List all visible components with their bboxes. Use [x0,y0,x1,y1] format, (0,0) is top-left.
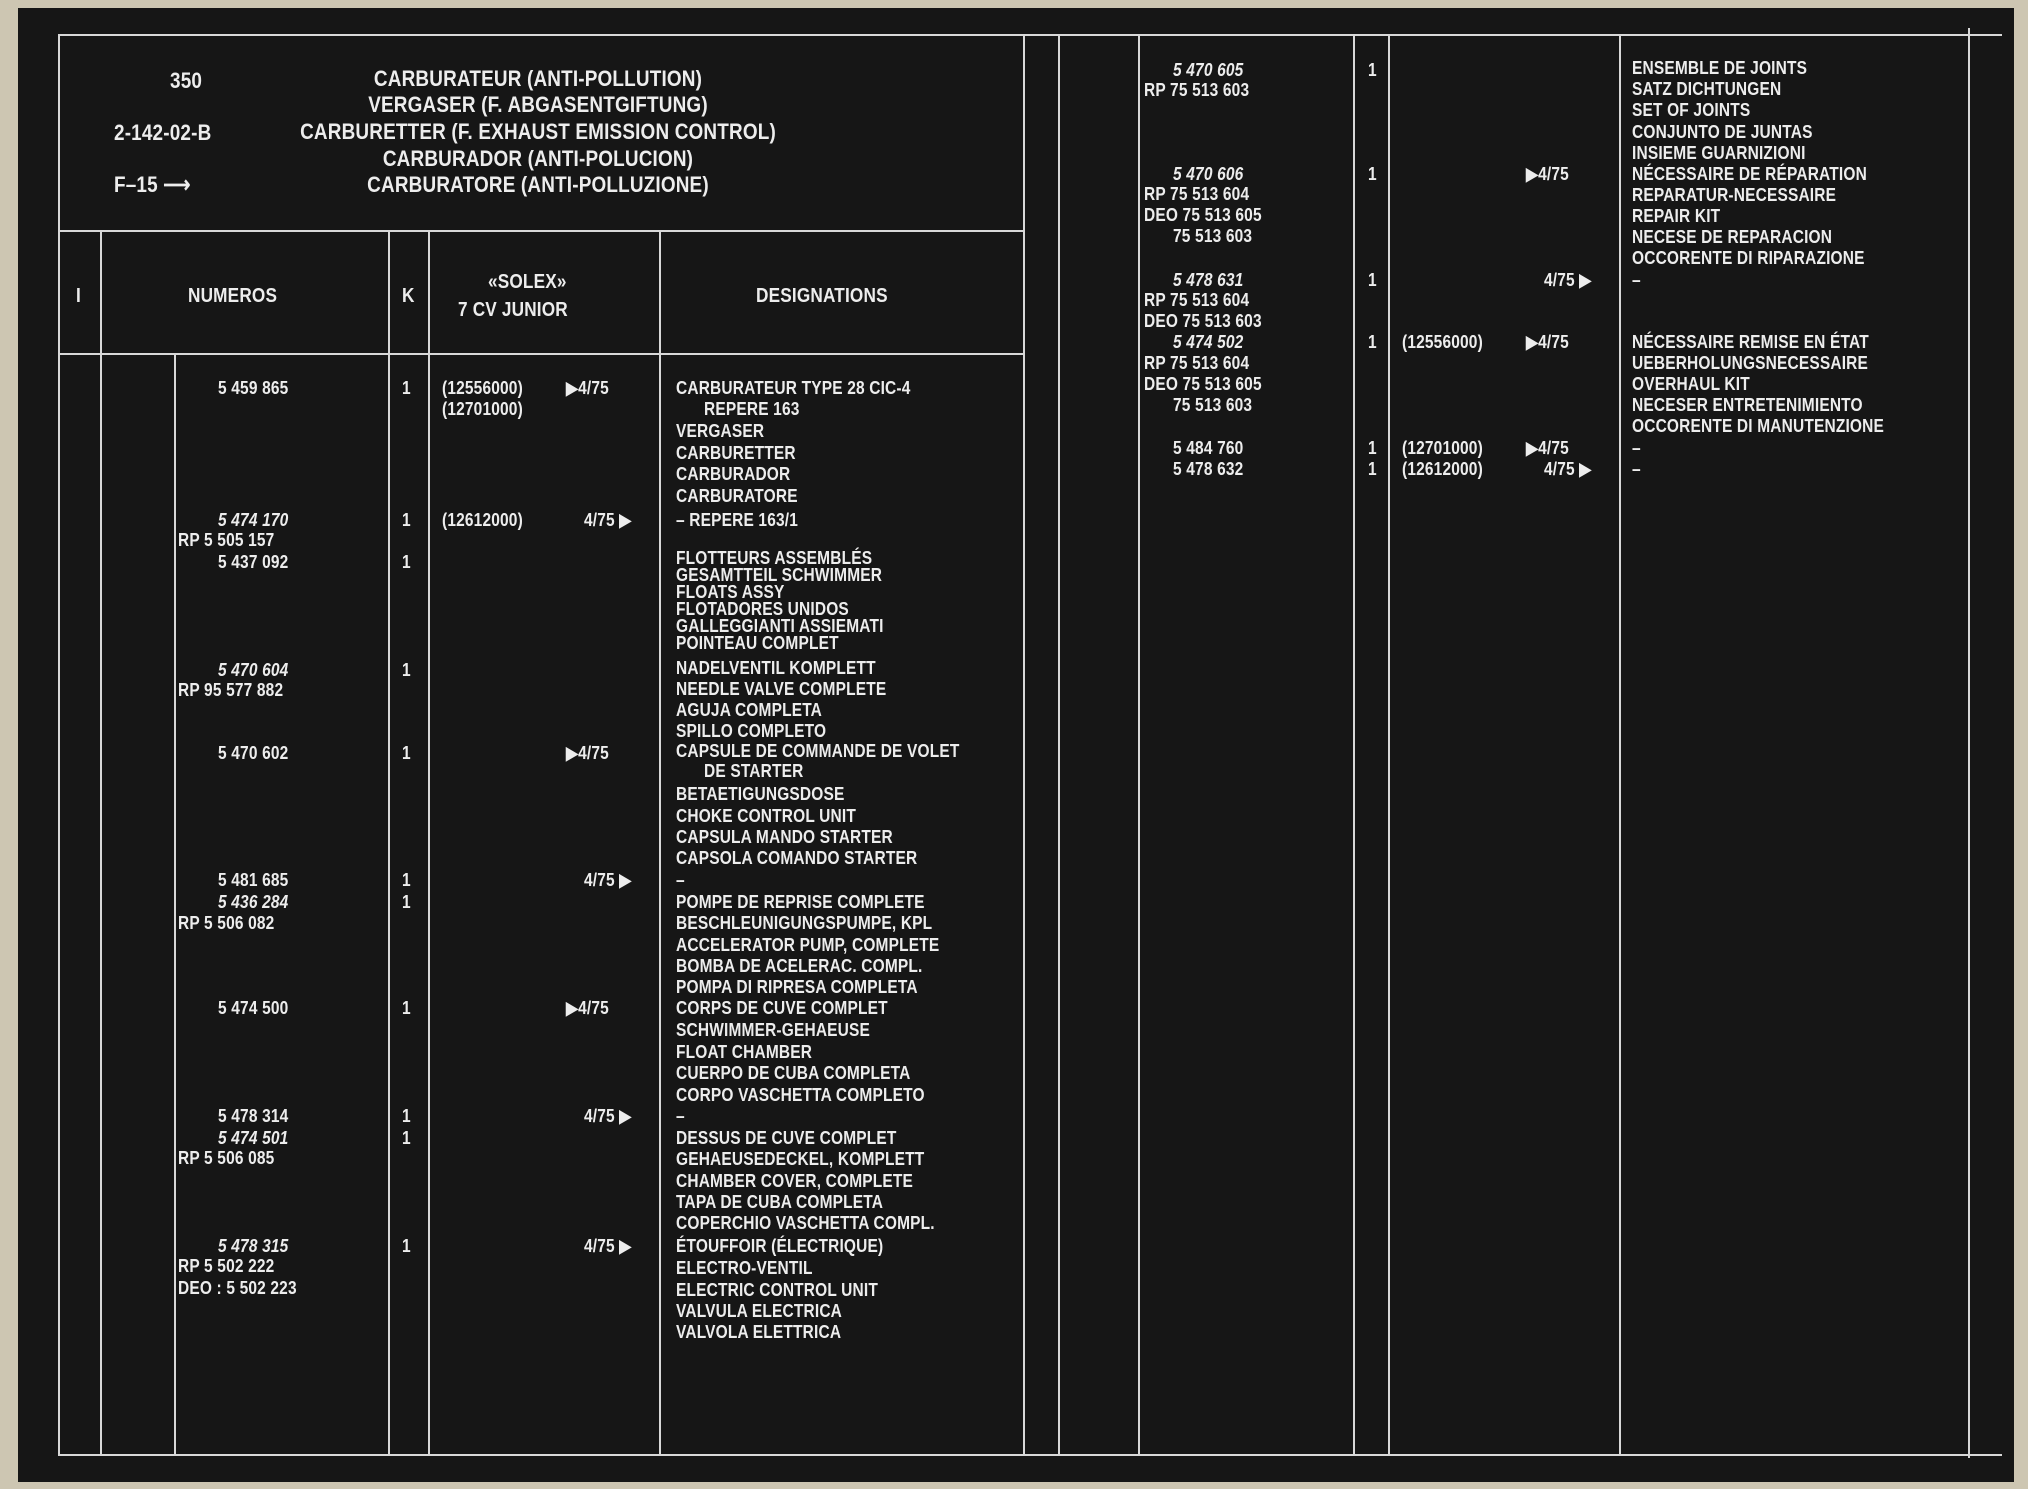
quantity: 1 [402,660,411,680]
date-mark: 4/75 ▶ [1544,459,1592,479]
designation: ÉTOUFFOIR (ÉLECTRIQUE) [676,1236,884,1256]
date-mark: ▶4/75 [1526,438,1569,458]
divider-right-num [1138,34,1140,1456]
quantity: 1 [402,743,411,763]
quantity: 1 [1368,164,1377,184]
quantity: 1 [402,1128,411,1148]
title-es: CARBURADOR (ANTI-POLUCION) [382,146,694,171]
designation: OCCORENTE DI RIPARAZIONE [1632,248,1865,268]
designation: NEEDLE VALVE COMPLETE [676,679,887,699]
part-number: RP 5 502 222 [178,1256,275,1276]
part-number: DEO 75 513 605 [1144,374,1262,394]
part-number: 5 478 315 [218,1236,289,1256]
col-header-solex-model: 7 CV JUNIOR [458,299,568,321]
designation: CARBURETTER [676,443,796,463]
designation: SCHWIMMER-GEHAEUSE [676,1020,871,1040]
date-mark: 4/75 ▶ [584,510,632,530]
solex-ref: (12701000) [442,399,523,419]
quantity: 1 [1368,438,1377,458]
designation: VALVOLA ELETTRICA [676,1322,842,1342]
designation: DE STARTER [704,761,804,781]
quantity: 1 [402,552,411,572]
designation: ENSEMBLE DE JOINTS [1632,58,1808,78]
designation: OCCORENTE DI MANUTENZIONE [1632,416,1884,436]
col-header-numeros: NUMEROS [188,285,278,307]
border-bottom [58,1454,2002,1456]
part-number: RP 75 513 604 [1144,290,1250,310]
divider-k [388,230,390,1456]
divider-right-k [1353,34,1355,1456]
designation: CARBURATORE [676,486,798,506]
part-number: 5 478 632 [1173,459,1244,479]
part-number: RP 95 577 882 [178,680,284,700]
border-top [58,34,2002,36]
designation: FLOATS ASSY [676,582,785,602]
part-number: 5 474 501 [218,1128,289,1148]
designation: CONJUNTO DE JUNTAS [1632,122,1813,142]
title-en: CARBURETTER (F. EXHAUST EMISSION CONTROL) [300,119,776,144]
part-number: RP 5 506 082 [178,913,275,933]
part-number: 5 478 631 [1173,270,1244,290]
border-left [58,34,60,1456]
date-mark: 4/75 ▶ [584,1236,632,1256]
part-number: 5 474 500 [218,998,289,1018]
part-number: DEO 75 513 603 [1144,311,1262,331]
designation: UEBERHOLUNGSNECESSAIRE [1632,353,1869,373]
part-number: 5 481 685 [218,870,289,890]
part-number: RP 5 505 157 [178,530,275,550]
divider-desig [659,230,661,1456]
part-number: DEO 75 513 605 [1144,205,1262,225]
solex-ref: (12556000) [1402,332,1483,352]
date-mark: 4/75 ▶ [1544,270,1592,290]
title-de: VERGASER (F. ABGASENTGIFTUNG) [368,92,708,117]
part-number: 5 470 604 [218,660,289,680]
solex-ref: (12612000) [442,510,523,530]
designation: GESAMTTEIL SCHWIMMER [676,565,883,585]
quantity: 1 [402,998,411,1018]
designation: AGUJA COMPLETA [676,700,823,720]
designation: GALLEGGIANTI ASSIEMATI [676,616,884,636]
designation: CARBURADOR [676,464,791,484]
designation: CAPSULA MANDO STARTER [676,827,893,847]
divider-center-a [1023,34,1025,1456]
column-header-divider [58,353,1023,355]
designation: CUERPO DE CUBA COMPLETA [676,1063,911,1083]
designation: BESCHLEUNIGUNGSPUMPE, KPL [676,913,933,933]
part-number: RP 75 513 604 [1144,184,1250,204]
col-header-k: K [402,285,415,307]
part-number: 5 470 605 [1173,60,1244,80]
designation: SPILLO COMPLETO [676,721,827,741]
quantity: 1 [402,378,411,398]
designation: VERGASER [676,421,765,441]
designation: OVERHAUL KIT [1632,374,1750,394]
divider-i [100,230,102,1456]
designation: ACCELERATOR PUMP, COMPLETE [676,935,940,955]
page-code: 350 [170,68,203,93]
border-right [1968,28,1970,1458]
part-number: 75 513 603 [1173,226,1253,246]
date-mark: 4/75 ▶ [584,870,632,890]
designation: TAPA DE CUBA COMPLETA [676,1192,884,1212]
date-mark: ▶4/75 [1526,164,1569,184]
designation: REPERE 163 [704,399,800,419]
quantity: 1 [402,870,411,890]
part-number: 5 474 502 [1173,332,1244,352]
designation: CARBURATEUR TYPE 28 CIC-4 [676,378,911,398]
designation: – [676,1106,685,1126]
designation: POMPA DI RIPRESA COMPLETA [676,977,918,997]
date-mark: ▶4/75 [566,378,609,398]
divider-center-b [1058,34,1060,1456]
group-code: 2-142-02-B [114,120,212,145]
designation: SATZ DICHTUNGEN [1632,79,1782,99]
designation: INSIEME GUARNIZIONI [1632,143,1806,163]
parts-catalogue-sheet [18,8,2014,1482]
quantity: 1 [402,892,411,912]
designation: – [1632,459,1641,479]
part-number: 5 478 314 [218,1106,289,1126]
part-number: DEO : 5 502 223 [178,1278,297,1298]
designation: FLOAT CHAMBER [676,1042,813,1062]
designation: – [1632,438,1641,458]
quantity: 1 [402,510,411,530]
title-fr: CARBURATEUR (ANTI-POLLUTION) [373,66,703,91]
designation: BOMBA DE ACELERAC. COMPL. [676,956,923,976]
part-number: RP 75 513 604 [1144,353,1250,373]
designation: BETAETIGUNGSDOSE [676,784,845,804]
part-number: 75 513 603 [1173,395,1253,415]
designation: COPERCHIO VASCHETTA COMPL. [676,1213,935,1233]
designation: ELECTRIC CONTROL UNIT [676,1280,878,1300]
solex-ref: (12556000) [442,378,523,398]
divider-right-desig [1619,34,1621,1456]
quantity: 1 [1368,60,1377,80]
designation: FLOTADORES UNIDOS [676,599,849,619]
designation: DESSUS DE CUVE COMPLET [676,1128,897,1148]
quantity: 1 [1368,270,1377,290]
solex-ref: (12701000) [1402,438,1483,458]
date-mark: ▶4/75 [566,998,609,1018]
designation: ELECTRO-VENTIL [676,1258,813,1278]
part-number: 5 437 092 [218,552,289,572]
designation: CORPO VASCHETTA COMPLETO [676,1085,925,1105]
col-header-solex: «SOLEX» [488,271,567,293]
designation: – REPERE 163/1 [676,510,799,530]
part-number: 5 459 865 [218,378,289,398]
designation: CORPS DE CUVE COMPLET [676,998,888,1018]
part-number: RP 5 506 085 [178,1148,275,1168]
date-mark: ▶4/75 [1526,332,1569,352]
part-number: RP 75 513 603 [1144,80,1250,100]
designation: NÉCESSAIRE REMISE EN ÉTAT [1632,332,1869,352]
designation: CHOKE CONTROL UNIT [676,806,856,826]
designation: POINTEAU COMPLET [676,633,839,653]
part-number: 5 470 606 [1173,164,1244,184]
designation: NECESER ENTRETENIMIENTO [1632,395,1863,415]
part-number: 5 484 760 [1173,438,1244,458]
designation: – [1632,270,1641,290]
quantity: 1 [402,1236,411,1256]
part-number: 5 436 284 [218,892,289,912]
divider-right-solex [1388,34,1390,1456]
col-header-designations: DESIGNATIONS [756,285,888,307]
solex-ref: (12612000) [1402,459,1483,479]
designation: NÉCESSAIRE DE RÉPARATION [1632,164,1867,184]
designation: NECESE DE REPARACION [1632,227,1833,247]
col-header-i: I [76,285,81,307]
designation: REPAIR KIT [1632,206,1721,226]
title-it: CARBURATORE (ANTI-POLLUZIONE) [367,172,709,197]
designation: CAPSOLA COMANDO STARTER [676,848,918,868]
part-number: 5 470 602 [218,743,289,763]
divider-num-inner [174,353,176,1456]
part-number: 5 474 170 [218,510,289,530]
designation: – [676,870,685,890]
header-divider [58,230,1023,232]
designation: FLOTTEURS ASSEMBLÉS [676,548,873,568]
designation: REPARATUR-NECESSAIRE [1632,185,1837,205]
quantity: 1 [1368,332,1377,352]
designation: NADELVENTIL KOMPLETT [676,658,876,678]
date-mark: 4/75 ▶ [584,1106,632,1126]
date-mark: ▶4/75 [566,743,609,763]
designation: POMPE DE REPRISE COMPLETE [676,892,925,912]
figure-code: F–15 ⟶ [114,172,191,197]
designation: CAPSULE DE COMMANDE DE VOLET [676,741,960,761]
designation: VALVULA ELECTRICA [676,1301,843,1321]
quantity: 1 [1368,459,1377,479]
designation: GEHAEUSEDECKEL, KOMPLETT [676,1149,925,1169]
designation: CHAMBER COVER, COMPLETE [676,1171,914,1191]
designation: SET OF JOINTS [1632,100,1751,120]
divider-solex [428,230,430,1456]
quantity: 1 [402,1106,411,1126]
